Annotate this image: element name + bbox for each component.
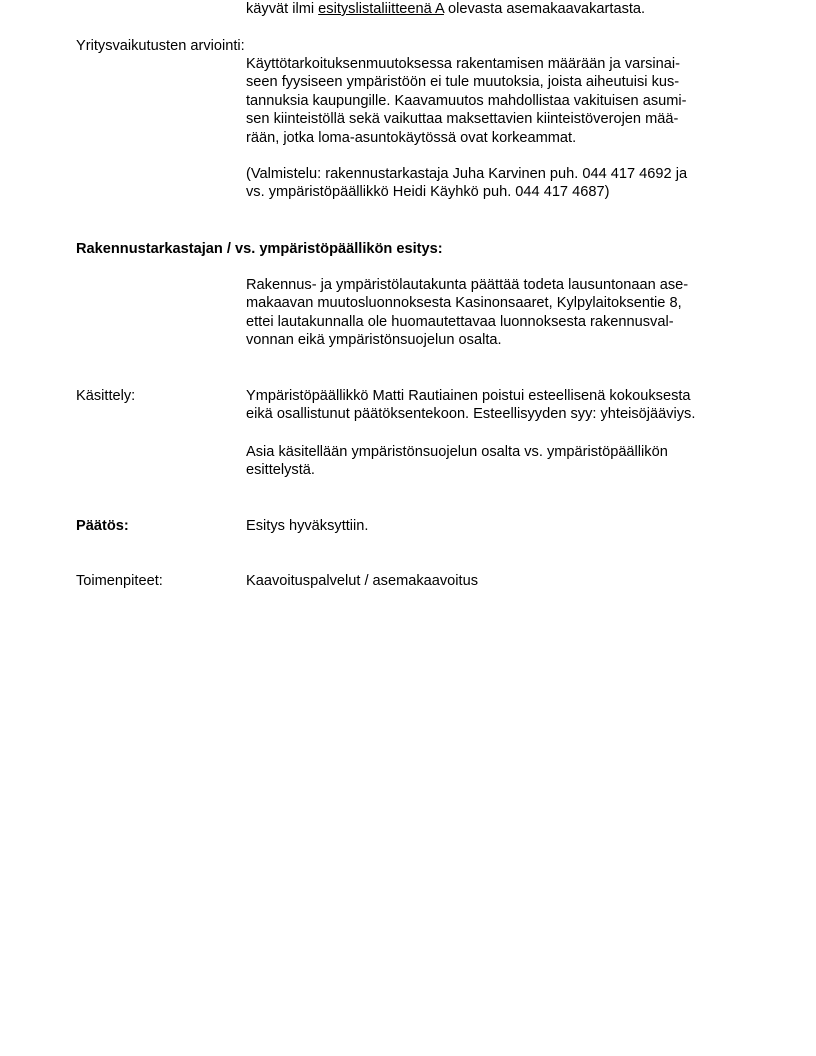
text-line: makaavan muutosluonnoksesta Kasinonsaaret, Kylpylaitoksentie 8, — [246, 295, 682, 312]
paatos-label: Päätös: — [76, 518, 129, 534]
esitys-heading: Rakennustarkastajan / vs. ympäristöpäällikön esitys: — [76, 241, 443, 257]
text-line: Asia käsitellään ympäristönsuojelun osalta vs. ympäristöpäällikön — [246, 444, 668, 460]
text-line: sen kiinteistöllä sekä vaikuttaa maksettavien kiinteistöverojen mää- — [246, 111, 679, 128]
toimenpiteet-label: Toimenpiteet: — [76, 573, 163, 589]
attachment-link[interactable]: esityslistaliitteenä A — [318, 1, 444, 17]
text-line: tannuksia kaupungille. Kaavamuutos mahdollistaa vakituisen asumi- — [246, 92, 687, 109]
text-line: (Valmistelu: rakennustarkastaja Juha Karvinen puh. 044 417 4692 ja — [246, 166, 688, 182]
paatos-text — [246, 517, 746, 535]
text-line: Esitys hyväksyttiin. — [246, 518, 369, 534]
text-line: seen fyysiseen ympäristöön ei tule muutoksia, joista aiheutuisi kus- — [246, 74, 680, 91]
text-line: ettei lautakunnalla ole huomautettavaa luonnoksesta rakennusval- — [246, 313, 674, 330]
esitys-text — [246, 276, 746, 350]
top-fragment-text-end: olevasta asemakaavakartasta. — [443, 1, 646, 17]
top-fragment-line — [246, 0, 746, 18]
yritysvaikutukset-label: Yritysvaikutusten arviointi: — [76, 38, 245, 54]
kasittely-label: Käsittely: — [76, 388, 136, 404]
text-line: Kaavoituspalvelut / asemakaavoitus — [246, 573, 479, 589]
text-line: Ympäristöpäällikkö Matti Rautiainen poistui esteellisenä kokouksesta — [246, 388, 691, 404]
kasittely-text — [246, 387, 746, 424]
top-fragment-text: käyvät ilmi — [246, 1, 319, 17]
text-line: rään, jotka loma-asuntokäytössä ovat korkeammat. — [246, 129, 577, 146]
text-line: vonnan eikä ympäristönsuojelun osalta. — [246, 332, 502, 349]
text-line: esittelystä. — [246, 462, 315, 479]
text-line: Rakennus- ja ympäristölautakunta päättää todeta lausuntonaan ase- — [246, 277, 689, 293]
text-line: Käyttötarkoituksenmuutoksessa rakentamisen määrään ja varsinai- — [246, 56, 680, 72]
text-line: eikä osallistunut päätöksentekoon. Esteellisyyden syy: yhteisöjääviys. — [246, 406, 696, 423]
text-line: vs. ympäristöpäällikkö Heidi Käyhkö puh. 044 417 4687) — [246, 184, 610, 201]
toimenpiteet-text — [246, 572, 746, 590]
kasittely-text-2 — [246, 443, 746, 480]
yritysvaikutukset-text — [246, 55, 746, 147]
preparer-info — [246, 165, 746, 202]
top-fragment — [246, 0, 746, 18]
